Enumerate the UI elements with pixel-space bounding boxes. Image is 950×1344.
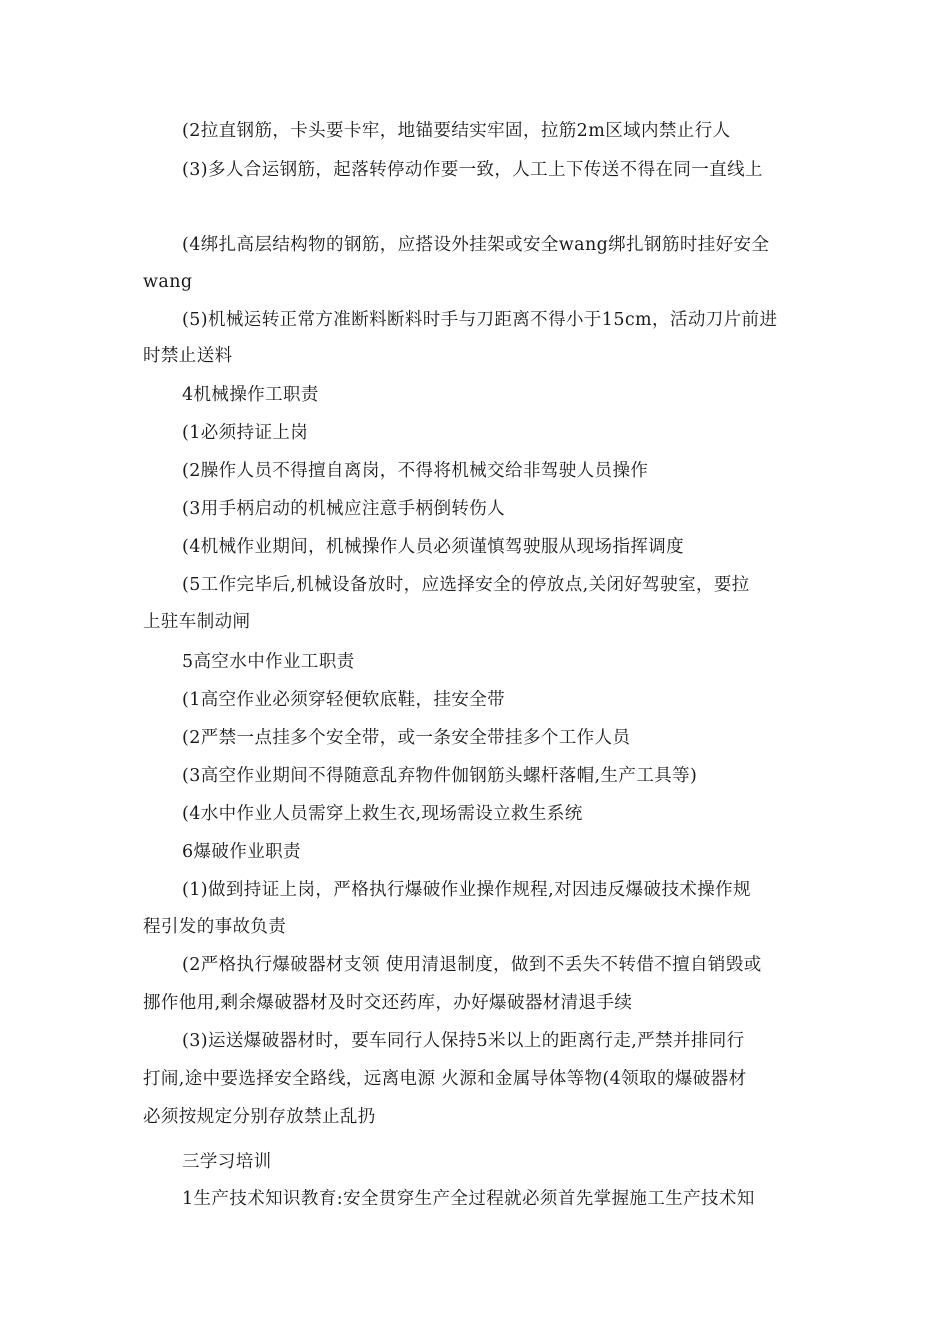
paragraph-line: 必须按规定分别存放禁止乱扔 bbox=[143, 1107, 376, 1127]
paragraph-line: (3)运送爆破器材时，要车同行人保持5米以上的距离行走,严禁并排同行 bbox=[182, 1031, 745, 1051]
paragraph-line: (2臊作人员不得擅自离岗，不得将机械交给非驾驶人员操作 bbox=[182, 461, 649, 481]
paragraph-line: (1)做到持证上岗，严格执行爆破作业操作规程,对因违反爆破技术操作规 bbox=[182, 880, 751, 900]
section-heading: 6爆破作业职责 bbox=[182, 842, 301, 862]
paragraph-line: wang bbox=[143, 272, 193, 292]
section-heading: 4机械操作工职责 bbox=[182, 385, 319, 405]
paragraph-line: (3)多人合运钢筋，起落转停动作要一致，人工上下传送不得在同一直线上 bbox=[182, 160, 763, 180]
paragraph-line: (5)机械运转正常方准断料断料时手与刀距离不得小于15cm，活动刀片前进 bbox=[182, 310, 778, 330]
paragraph-line: (3用手柄启动的机械应注意手柄倒转伤人 bbox=[182, 499, 506, 519]
paragraph-line: (1高空作业必须穿轻便软底鞋，挂安全带 bbox=[182, 690, 506, 710]
paragraph-line: 打闹,途中要选择安全路线，远离电源 火源和金属导体等物(4领取的爆破器材 bbox=[143, 1069, 747, 1089]
paragraph-line: (4水中作业人员需穿上救生衣,现场需设立救生系统 bbox=[182, 804, 583, 824]
paragraph-line: (3高空作业期间不得随意乱弃物件伽钢筋头螺杆落帽,生产工具等) bbox=[182, 766, 698, 786]
paragraph-line: 1生产技术知识教育:安全贯穿生产全过程就必须首先掌握施工生产技术知 bbox=[182, 1189, 755, 1209]
paragraph-line: (1必须持证上岗 bbox=[182, 423, 309, 443]
paragraph-line: 时禁止送料 bbox=[143, 346, 233, 366]
paragraph-line: 挪作他用,剩余爆破器材及时交还药库，办好爆破器材清退手续 bbox=[143, 993, 633, 1013]
paragraph-line: (2严禁一点挂多个安全带，或一条安全带挂多个工作人员 bbox=[182, 728, 631, 748]
section-heading: 5高空水中作业工职责 bbox=[182, 652, 355, 672]
paragraph-line: (2拉直钢筋，卡头要卡牢，地锚要结实牢固，拉筋2m区域内禁止行人 bbox=[182, 121, 731, 141]
paragraph-line: (5工作完毕后,机械设备放时，应选择安全的停放点,关闭好驾驶室，要拉 bbox=[182, 575, 750, 595]
paragraph-line: (4绑扎高层结构物的钢筋，应搭设外挂架或安全wang绑扎钢筋时挂好安全 bbox=[182, 235, 770, 255]
paragraph-line: (2严格执行爆破器材支领 使用清退制度，做到不丢失不转借不擅自销毁或 bbox=[182, 955, 762, 975]
paragraph-line: (4机械作业期间，机械操作人员必须谨慎驾驶服从现场指挥调度 bbox=[182, 537, 685, 557]
section-heading: 三学习培训 bbox=[182, 1152, 272, 1172]
paragraph-line: 上驻车制动闸 bbox=[143, 612, 251, 632]
paragraph-line: 程引发的事故负责 bbox=[143, 917, 287, 937]
